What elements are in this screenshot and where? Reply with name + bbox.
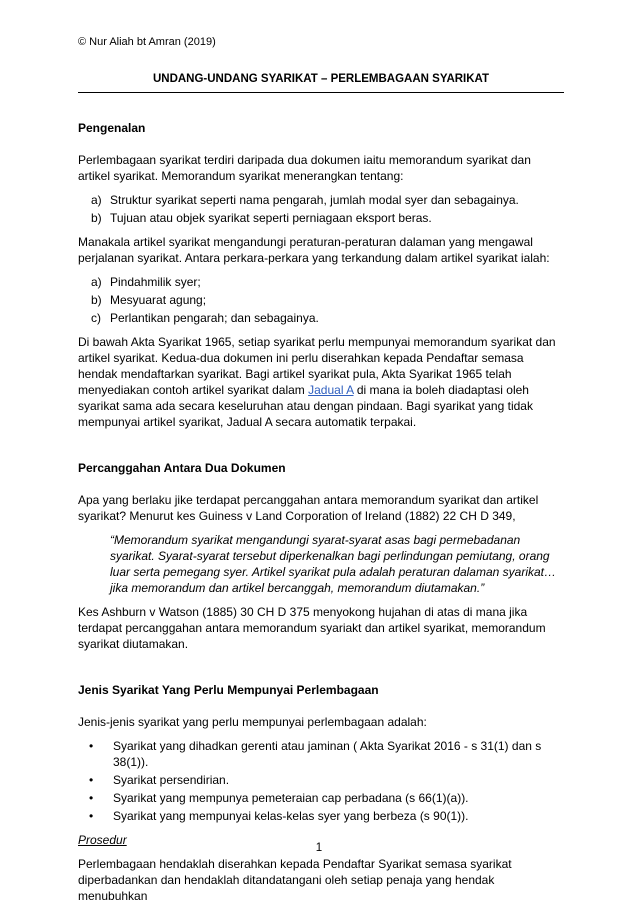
list-item-text: Mesyuarat agung; xyxy=(110,293,207,307)
paragraph-text: di mana ia boleh diadaptasi oleh syarikat sama ada secara keseluruhan atau dengan pindaan. Bagi syarikat yang tidak mempunyai artikel syarikat, Jadual A secara automatik terpakai. xyxy=(78,383,533,429)
list-item xyxy=(91,210,564,226)
memorandum-list xyxy=(78,192,564,226)
list-item xyxy=(78,790,564,806)
list-item-text: Perlantikan pengarah; dan sebagainya. xyxy=(110,311,319,325)
page-title: UNDANG-UNDANG SYARIKAT – PERLEMBAGAAN SYARIKAT xyxy=(152,73,490,85)
paragraph: Kes Ashburn v Watson (1885) 30 CH D 375 menyokong hujahan di atas di mana jika terdapat percanggahan antara memorandum syariakt dan artikel syarikat, memorandum syarikat diutamakan. xyxy=(78,605,546,651)
list-marker: a) xyxy=(91,193,102,207)
paragraph: Jenis-jenis syarikat yang perlu mempunyai perlembagaan adalah: xyxy=(78,715,427,729)
artikel-list xyxy=(78,274,564,326)
list-marker: a) xyxy=(91,275,102,289)
section-heading-percanggahan: Percanggahan Antara Dua Dokumen xyxy=(78,461,286,475)
list-item-text: Struktur syarikat seperti nama pengarah, jumlah modal syer dan sebagainya. xyxy=(110,193,519,207)
list-item xyxy=(78,738,564,770)
list-item-text: Syarikat persendirian. xyxy=(113,773,230,787)
bullet-icon: • xyxy=(89,739,94,753)
page-number: 1 xyxy=(315,842,323,854)
section-heading-jenis: Jenis Syarikat Yang Perlu Mempunyai Perlembagaan xyxy=(78,683,379,697)
paragraph xyxy=(78,334,564,430)
list-item xyxy=(91,292,564,308)
jadual-a-link[interactable]: Jadual A xyxy=(308,383,354,397)
paragraph: Manakala artikel syarikat mengandungi peraturan-peraturan dalaman yang mengawal perjalanan syarikat. Antara perkara-perkara yang terkandung dalam artikel syarikat ialah: xyxy=(78,235,550,265)
bullet-icon: • xyxy=(89,791,94,805)
bullet-icon: • xyxy=(89,773,94,787)
list-item xyxy=(91,310,564,326)
list-item-text: Syarikat yang mempunyai kelas-kelas syer yang berbeza (s 90(1)). xyxy=(113,809,469,823)
block-quote: “Memorandum syarikat mengandungi syarat-syarat asas bagi permebadanan syarikat. Syarat-syarat tersebut diperkenalkan bagi perlindungan pemiutang, orang luar serta pemegang syer. Artikel syarikat pula adalah peraturan dalaman syarikat… jika memorandum dan artikel bercanggah, memorandum diutamakan.” xyxy=(110,533,557,595)
paragraph: Perlembagaan hendaklah diserahkan kepada Pendaftar Syarikat semasa syarikat diperbadankan dan hendaklah ditandatangani oleh setiap penaja yang hendak menubuhkan xyxy=(78,857,512,903)
list-item-text: Syarikat yang dihadkan gerenti atau jaminan ( Akta Syarikat 2016 - s 31(1) dan s 38(1)). xyxy=(113,739,542,769)
list-item xyxy=(91,192,564,208)
title-divider xyxy=(78,92,564,93)
list-item xyxy=(78,772,564,788)
list-item-text: Syarikat yang mempunya pemeteraian cap perbadana (s 66(1)(a)). xyxy=(113,791,469,805)
list-item-text: Pindahmilik syer; xyxy=(110,275,201,289)
document-body xyxy=(78,120,564,912)
paragraph: Apa yang berlaku jike terdapat percanggahan antara memorandum syarikat dan artikel syarikat? Menurut kes Guiness v Land Corporation of Ireland (1882) 22 CH D 349, xyxy=(78,493,539,523)
section-spacer xyxy=(78,438,564,460)
list-item-text: Tujuan atau objek syarikat seperti perniagaan eksport beras. xyxy=(110,211,432,225)
paragraph: Perlembagaan syarikat terdiri daripada dua dokumen iaitu memorandum syarikat dan artikel syarikat. Memorandum syarikat menerangkan tentang: xyxy=(78,153,531,183)
list-item xyxy=(78,808,564,824)
list-marker: c) xyxy=(91,311,101,325)
subheading-prosedur: Prosedur xyxy=(78,833,127,847)
list-marker: b) xyxy=(91,293,102,307)
bullet-list xyxy=(78,738,564,824)
list-marker: b) xyxy=(91,211,102,225)
paragraph-text: Di bawah Akta Syarikat 1965, setiap syarikat perlu mempunyai memorandum syarikat dan artikel syarikat. Kedua-dua dokumen ini perlu diserahkan kepada Pendaftar semasa hendak mendaftarkan syarikat. Bagi artikel syarikat pula, Akta Syarikat 1965 telah menyediakan contoh artikel syarikat dalam xyxy=(78,335,556,397)
copyright-notice: © Nur Aliah bt Amran (2019) xyxy=(78,36,216,48)
section-heading-pengenalan: Pengenalan xyxy=(78,121,146,135)
section-spacer xyxy=(78,660,564,682)
bullet-icon: • xyxy=(89,809,94,823)
list-item xyxy=(91,274,564,290)
